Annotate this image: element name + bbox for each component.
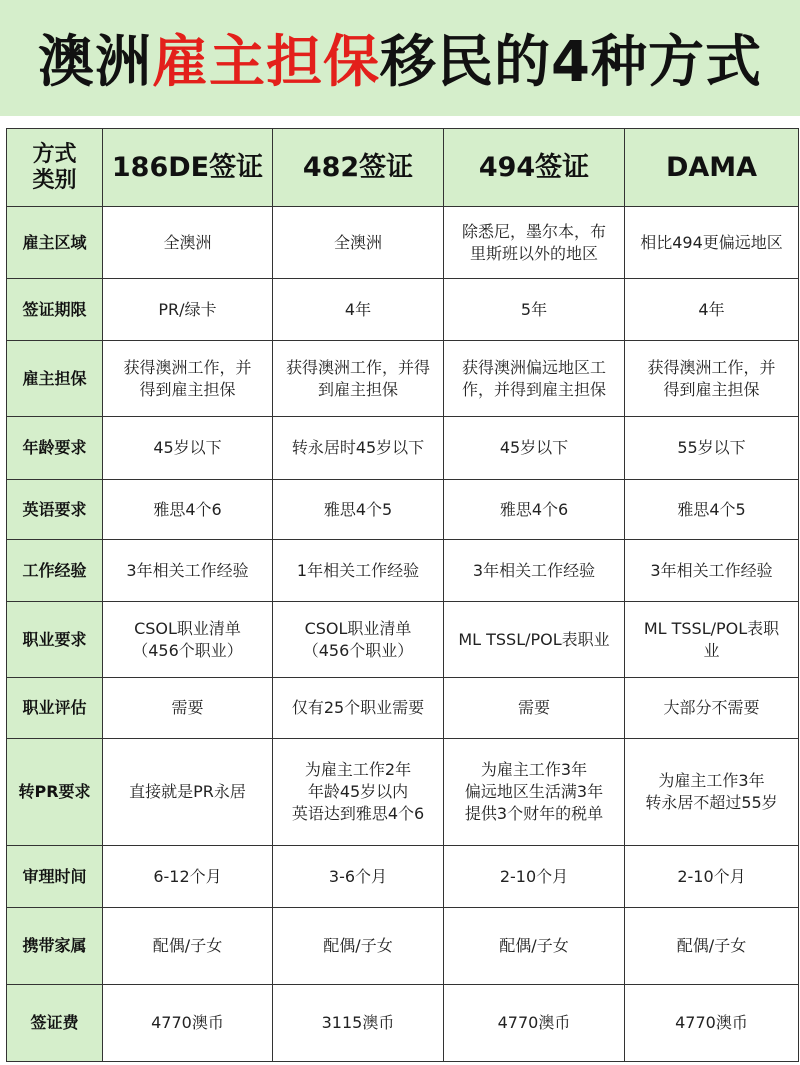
table-cell: 3115澳币 (273, 985, 444, 1062)
row-label: 职业评估 (7, 678, 103, 739)
table-cell: 4年 (273, 279, 444, 341)
table-cell: 3年相关工作经验 (444, 540, 625, 602)
table-cell: 全澳洲 (273, 207, 444, 279)
table-cell: 55岁以下 (625, 417, 799, 480)
table-cell: 获得澳洲工作，并得 到雇主担保 (273, 341, 444, 417)
table-cell: 3-6个月 (273, 846, 444, 908)
table-cell: ML TSSL/POL表职业 (444, 602, 625, 678)
table-row (7, 341, 799, 417)
table-cell: 2-10个月 (625, 846, 799, 908)
table-cell: 6-12个月 (103, 846, 273, 908)
table-cell: 雅思4个5 (273, 480, 444, 540)
table-row (7, 540, 799, 602)
table-cell: PR/绿卡 (103, 279, 273, 341)
table-cell: CSOL职业清单 （456个职业） (103, 602, 273, 678)
table-cell: 雅思4个6 (103, 480, 273, 540)
table-row (7, 985, 799, 1062)
table-cell: CSOL职业清单 （456个职业） (273, 602, 444, 678)
page-title (38, 18, 762, 98)
row-label: 英语要求 (7, 480, 103, 540)
table-cell: 1年相关工作经验 (273, 540, 444, 602)
row-label: 雇主区域 (7, 207, 103, 279)
table-row (7, 739, 799, 846)
table-cell: 3年相关工作经验 (625, 540, 799, 602)
table-cell: 全澳洲 (103, 207, 273, 279)
table-cell: 仅有25个职业需要 (273, 678, 444, 739)
title-banner (0, 0, 800, 116)
row-label: 年龄要求 (7, 417, 103, 480)
title-highlight: 雇主担保 (152, 30, 381, 95)
table-row (7, 908, 799, 985)
table-cell: 直接就是PR永居 (103, 739, 273, 846)
row-label: 雇主担保 (7, 341, 103, 417)
table-cell: 3年相关工作经验 (103, 540, 273, 602)
table-cell: 为雇主工作3年 转永居不超过55岁 (625, 739, 799, 846)
table-row (7, 279, 799, 341)
row-label: 签证费 (7, 985, 103, 1062)
table-row (7, 678, 799, 739)
table-cell: 大部分不需要 (625, 678, 799, 739)
row-label: 职业要求 (7, 602, 103, 678)
table-cell: 为雇主工作3年 偏远地区生活满3年 提供3个财年的税单 (444, 739, 625, 846)
title-part-1: 澳洲 (38, 30, 153, 95)
table-header-row (7, 129, 799, 207)
table-cell: 雅思4个6 (444, 480, 625, 540)
table-row (7, 207, 799, 279)
table-cell: ML TSSL/POL表职 业 (625, 602, 799, 678)
visa-comparison-table (6, 128, 799, 1062)
table-cell: 配偶/子女 (273, 908, 444, 985)
table-cell: 除悉尼，墨尔本，布 里斯班以外的地区 (444, 207, 625, 279)
row-label: 工作经验 (7, 540, 103, 602)
table-row (7, 846, 799, 908)
table-cell: 45岁以下 (103, 417, 273, 480)
table-cell: 获得澳洲工作，并 得到雇主担保 (625, 341, 799, 417)
table-cell: 配偶/子女 (103, 908, 273, 985)
title-part-3: 移民的4种方式 (380, 30, 762, 95)
table-row (7, 602, 799, 678)
table-row (7, 480, 799, 540)
table-cell: 2-10个月 (444, 846, 625, 908)
table-cell: 5年 (444, 279, 625, 341)
row-label: 携带家属 (7, 908, 103, 985)
column-header-dama: DAMA (625, 129, 799, 207)
table-cell: 需要 (103, 678, 273, 739)
table-cell: 4770澳币 (444, 985, 625, 1062)
table-cell: 4770澳币 (103, 985, 273, 1062)
row-label: 转PR要求 (7, 739, 103, 846)
table-cell: 为雇主工作2年 年龄45岁以内 英语达到雅思4个6 (273, 739, 444, 846)
table-cell: 转永居时45岁以下 (273, 417, 444, 480)
table-cell: 4770澳币 (625, 985, 799, 1062)
column-header-482: 482签证 (273, 129, 444, 207)
table-cell: 4年 (625, 279, 799, 341)
table-cell: 相比494更偏远地区 (625, 207, 799, 279)
corner-header: 方式 类别 (7, 129, 103, 207)
column-header-494: 494签证 (444, 129, 625, 207)
row-label: 签证期限 (7, 279, 103, 341)
table-cell: 配偶/子女 (625, 908, 799, 985)
table-cell: 雅思4个5 (625, 480, 799, 540)
table-cell: 45岁以下 (444, 417, 625, 480)
table-cell: 获得澳洲偏远地区工 作，并得到雇主担保 (444, 341, 625, 417)
table-row (7, 417, 799, 480)
column-header-186de: 186DE签证 (103, 129, 273, 207)
table-cell: 获得澳洲工作，并 得到雇主担保 (103, 341, 273, 417)
table-cell: 配偶/子女 (444, 908, 625, 985)
table-cell: 需要 (444, 678, 625, 739)
row-label: 审理时间 (7, 846, 103, 908)
